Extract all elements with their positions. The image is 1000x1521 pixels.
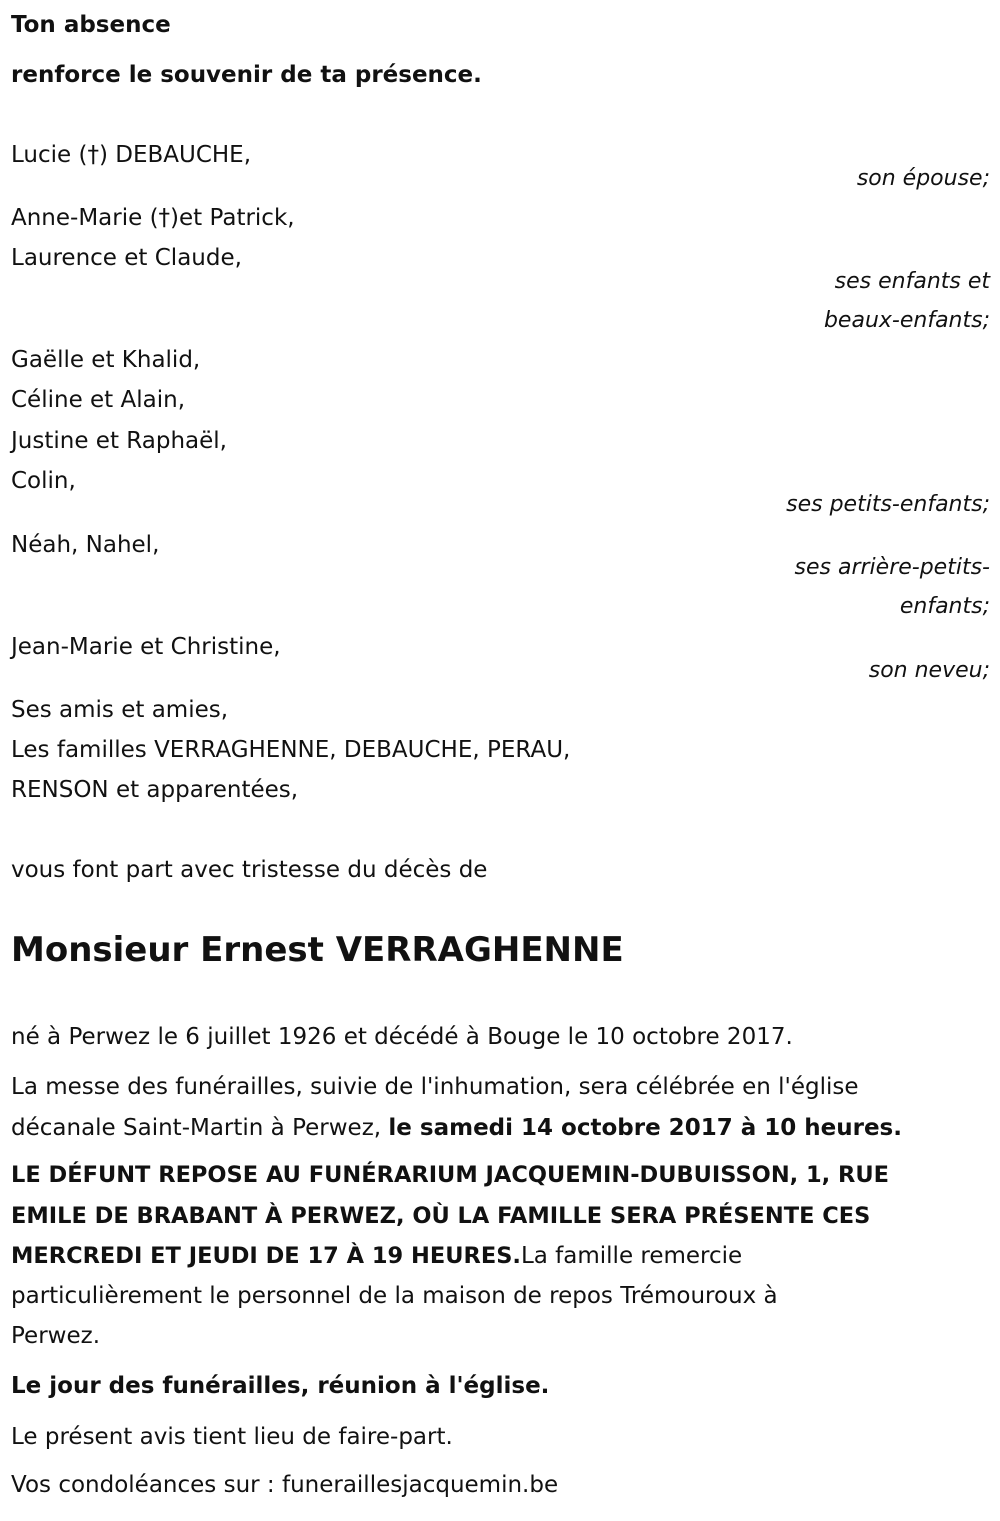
condolences-text: Vos condoléances sur : funeraillesjacquemin.be	[11, 1472, 559, 1498]
spouse-name: Lucie (†) DEBAUCHE,	[11, 142, 252, 168]
announcement: vous font part avec tristesse du décès de	[11, 857, 488, 883]
grandchild-name: Justine et Raphaël,	[11, 428, 227, 454]
funerarium-line	[11, 1241, 742, 1271]
meeting-note: Le jour des funérailles, réunion à l'église.	[11, 1373, 550, 1399]
birth-death-dates: né à Perwez le 6 juillet 1926 et décédé à Bouge le 10 octobre 2017.	[11, 1024, 793, 1050]
deceased-name: Monsieur Ernest VERRAGHENNE	[11, 930, 624, 970]
grandchildren-role: ses petits-enfants;	[786, 492, 990, 517]
visiting-hours: MERCREDI ET JEUDI DE 17 À 19 HEURES.	[11, 1243, 521, 1269]
child-name: Laurence et Claude,	[11, 245, 242, 271]
epigraph-line: Ton absence	[11, 12, 171, 38]
spouse-role: son épouse;	[856, 166, 990, 191]
great-grandchild-names: Néah, Nahel,	[11, 532, 160, 558]
mass-place: décanale Saint-Martin à Perwez,	[11, 1115, 389, 1141]
great-grandchildren-role: enfants;	[899, 594, 990, 619]
thanks-line: Perwez.	[11, 1323, 101, 1349]
grandchild-name: Gaëlle et Khalid,	[11, 347, 201, 373]
nephew-role: son neveu;	[868, 658, 990, 683]
epigraph-line: renforce le souvenir de ta présence.	[11, 62, 482, 88]
funerarium-line: EMILE DE BRABANT À PERWEZ, OÙ LA FAMILLE SERA PRÉSENTE CES	[11, 1203, 871, 1229]
funerarium-line: LE DÉFUNT REPOSE AU FUNÉRARIUM JACQUEMIN-DUBUISSON, 1, RUE	[11, 1162, 890, 1188]
mass-datetime: le samedi 14 octobre 2017 à 10 heures.	[388, 1115, 902, 1141]
grandchild-name: Céline et Alain,	[11, 387, 186, 413]
mass-line	[11, 1113, 902, 1143]
grandchild-name: Colin,	[11, 468, 76, 494]
great-grandchildren-role: ses arrière-petits-	[794, 555, 990, 580]
child-name: Anne-Marie (†)et Patrick,	[11, 205, 295, 231]
notice-text: Le présent avis tient lieu de faire-part.	[11, 1424, 453, 1450]
others-line: Les familles VERRAGHENNE, DEBAUCHE, PERAU,	[11, 737, 571, 763]
mass-line: La messe des funérailles, suivie de l'inhumation, sera célébrée en l'église	[11, 1074, 859, 1100]
thanks-text: La famille remercie	[520, 1243, 743, 1269]
others-line: RENSON et apparentées,	[11, 777, 299, 803]
others-line: Ses amis et amies,	[11, 697, 229, 723]
children-role: beaux-enfants;	[823, 308, 990, 333]
nephew-name: Jean-Marie et Christine,	[11, 634, 281, 660]
children-role: ses enfants et	[834, 269, 990, 294]
thanks-line: particulièrement le personnel de la maison de repos Trémouroux à	[11, 1283, 778, 1309]
